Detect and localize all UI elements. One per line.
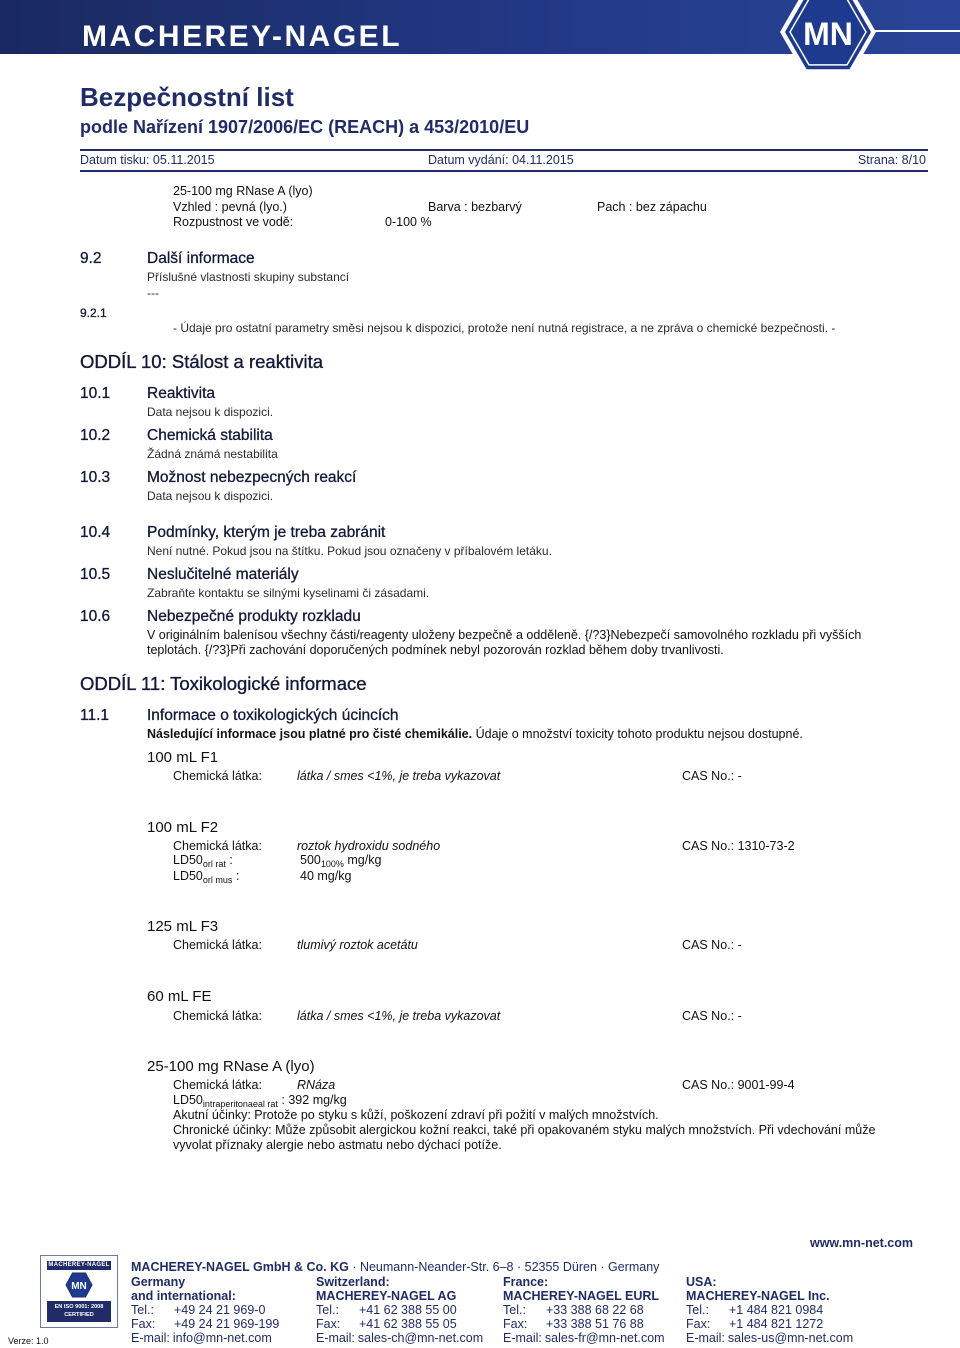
fax-label: Fax: <box>131 1317 156 1331</box>
subsection-text: teplotách. {/?3}Při zachování doporučených podmínek nebyl pozorován rozklad během doby trvanlivosti. <box>147 643 724 657</box>
tel-label: Tel.: <box>503 1303 526 1317</box>
subsection-title: Nebezpečné produkty rozkladu <box>147 608 361 625</box>
subsection-title: Informace o toxikologických úcincích <box>147 707 399 724</box>
subsection-number: 10.5 <box>80 566 111 583</box>
ld50-value-sub: 100% <box>320 859 344 869</box>
print-date: Datum tisku: 05.11.2015 <box>80 153 215 167</box>
cas-number: CAS No.: - <box>682 1009 742 1023</box>
acute-effects: Akutní účinky: Protože po styku s kůží, poškození zdraví při požití v malých množstvích. <box>173 1108 659 1122</box>
office-country: France: <box>503 1275 549 1289</box>
substance-label: Chemická látka: <box>173 1078 262 1092</box>
property-solubility-value: 0-100 % <box>385 215 432 229</box>
header-rule-top <box>80 149 928 151</box>
section-heading: ODDÍL 10: Stálost a reaktivita <box>80 351 324 372</box>
mn-logo <box>770 0 960 82</box>
logo-text: MN <box>803 16 853 52</box>
document-title: Bezpečnostní list <box>80 82 294 112</box>
office-email <box>131 1331 279 1345</box>
office-fax <box>503 1317 665 1331</box>
office-tel <box>316 1303 483 1317</box>
subsection-text: Žádná známá nestabilita <box>147 447 278 461</box>
substance-label: Chemická látka: <box>173 1009 262 1023</box>
component-name: 60 mL FE <box>147 988 212 1005</box>
chronic-effects-cont: vyvolat příznaky alergie nebo astmatu nebo dýchací potíže. <box>173 1138 502 1152</box>
substance-name: tlumivý roztok acetátu <box>297 938 418 952</box>
fax-label: Fax: <box>503 1317 528 1331</box>
email-label: E-mail: <box>503 1331 542 1345</box>
fax-label: Fax: <box>316 1317 341 1331</box>
substance-label: Chemická látka: <box>173 839 262 853</box>
office-company: MACHEREY-NAGEL EURL <box>503 1289 660 1303</box>
office-tel <box>131 1303 279 1317</box>
ld50-value: 392 mg/kg <box>288 1093 347 1107</box>
subsection-number: 10.4 <box>80 524 111 541</box>
tel-label: Tel.: <box>131 1303 154 1317</box>
office-usa <box>686 1275 853 1345</box>
badge-certification <box>47 1301 111 1322</box>
component-name: 125 mL F3 <box>147 918 219 935</box>
ld50-route: intraperitonaeal rat <box>202 1099 278 1109</box>
substance-label: Chemická látka: <box>173 938 262 952</box>
tox-intro <box>147 727 803 742</box>
chronic-effects: Chronické účinky: Může způsobit alergickou kožní reakci, také při opakovaném styku malých množstvích. Při vdechování může <box>173 1123 876 1137</box>
email-link[interactable]: sales-fr@mn-net.com <box>544 1331 665 1345</box>
office-fax <box>131 1317 279 1331</box>
ld50-value-number: 500 <box>300 853 321 867</box>
subsection-text: Data nejsou k dispozici. <box>147 405 274 419</box>
subsection-title: Možnost nebezpecných reakcí <box>147 469 357 486</box>
fax-value: +33 388 51 76 88 <box>546 1317 644 1331</box>
subsection-number: 10.1 <box>80 385 111 402</box>
tel-value: +49 24 21 969-0 <box>174 1303 266 1317</box>
company-name: MACHEREY-NAGEL GmbH & Co. KG <box>131 1260 349 1274</box>
tox-intro-rest: Údaje o množství toxicity tohoto produktu nejsou dostupné. <box>472 727 803 741</box>
subsection-title: Podmínky, kterým je treba zabránit <box>147 524 386 541</box>
ld50-separator: : <box>277 1093 289 1107</box>
issue-date: Datum vydání: 04.11.2015 <box>428 153 574 167</box>
subsection-number: 10.2 <box>80 427 111 444</box>
office-country: Germany <box>131 1275 186 1289</box>
subsection-text: Příslušné vlastnosti skupiny substancí <box>147 270 350 284</box>
component-name: 25-100 mg RNase A (lyo) <box>147 1058 315 1075</box>
cas-number: CAS No.: 9001-99-4 <box>682 1078 795 1092</box>
component-name: 100 mL F1 <box>147 749 219 766</box>
office-germany <box>131 1275 279 1345</box>
fax-value: +1 484 821 1272 <box>729 1317 824 1331</box>
ld50-text: LD50 <box>173 1093 203 1107</box>
subsection-value: --- <box>147 286 159 300</box>
tel-label: Tel.: <box>316 1303 339 1317</box>
subsection-text: V originálním balenísou všechny části/reagenty uloženy bezpečně a odděleně. {/?3}Nebezpečí samovolného rozkladu při vyšších <box>147 628 862 642</box>
substance-label: Chemická látka: <box>173 769 262 783</box>
office-country: Switzerland: <box>316 1275 390 1289</box>
badge-cert-line2: CERTIFIED <box>64 1312 94 1318</box>
subsection-title: Další informace <box>147 250 255 267</box>
tel-value: +33 388 68 22 68 <box>546 1303 644 1317</box>
office-company: MACHEREY-NAGEL AG <box>316 1289 457 1303</box>
cas-number: CAS No.: 1310-73-2 <box>682 839 795 853</box>
office-france <box>503 1275 665 1345</box>
property-product: 25-100 mg RNase A (lyo) <box>173 184 313 198</box>
email-link[interactable]: sales-us@mn-net.com <box>727 1331 854 1345</box>
tel-value: +1 484 821 0984 <box>729 1303 824 1317</box>
ld50-separator: : <box>225 853 233 867</box>
ld50-unit: mg/kg <box>343 853 382 867</box>
document-version: Verze: 1.0 <box>8 1336 49 1346</box>
office-company: and international: <box>131 1289 236 1303</box>
tel-label: Tel.: <box>686 1303 709 1317</box>
office-country: USA: <box>686 1275 717 1289</box>
substance-name: látka / smes <1%, je treba vykazovat <box>297 1009 501 1023</box>
cas-number: CAS No.: - <box>682 769 742 783</box>
company-address: · Neumann-Neander-Str. 6–8 · 52355 Düren · Germany <box>348 1260 660 1274</box>
office-tel <box>686 1303 853 1317</box>
subsection-number: 9.2.1 <box>80 306 107 320</box>
office-tel <box>503 1303 665 1317</box>
subsection-text: Není nutné. Pokud jsou na štítku. Pokud jsou označeny v příbalovém letáku. <box>147 544 552 558</box>
ld50-route: orl rat <box>202 859 226 869</box>
subsection-text: Zabraňte kontaktu se silnými kyselinami či zásadami. <box>147 586 430 600</box>
tox-intro-bold: Následující informace jsou platné pro čisté chemikálie. <box>147 727 473 741</box>
subsection-text: - Údaje pro ostatní parametry směsi nejsou k dispozici, protože není nutná registrace, a ne zpráva o chemické bezpečnosti. - <box>173 321 836 335</box>
website-link[interactable]: www.mn-net.com <box>809 1236 913 1250</box>
subsection-title: Chemická stabilita <box>147 427 273 444</box>
company-address-line <box>131 1260 659 1274</box>
badge-brand: MACHEREY-NAGEL <box>48 1262 110 1268</box>
subsection-title: Reaktivita <box>147 385 216 402</box>
fax-value: +41 62 388 55 05 <box>359 1317 457 1331</box>
property-solubility-label: Rozpustnost ve vodě: <box>173 215 294 229</box>
office-email <box>686 1331 853 1345</box>
office-fax <box>686 1317 853 1331</box>
office-company: MACHEREY-NAGEL Inc. <box>686 1289 830 1303</box>
header-rule-bottom <box>80 170 928 172</box>
ld50-label <box>173 853 233 868</box>
brand-wordmark: MACHEREY-NAGEL <box>82 20 403 53</box>
document-subtitle: podle Nařízení 1907/2006/EC (REACH) a 453/2010/EU <box>80 117 530 137</box>
subsection-number: 10.3 <box>80 469 111 486</box>
email-label: E-mail: <box>686 1331 725 1345</box>
page-number: Strana: 8/10 <box>857 153 926 167</box>
ld50-value <box>300 853 381 868</box>
badge-mn-logo <box>65 1272 93 1298</box>
ld50-text: LD50 <box>173 853 203 867</box>
subsection-number: 11.1 <box>80 707 110 724</box>
badge-cert-line1: EN ISO 9001: 2008 <box>54 1304 104 1310</box>
email-label: E-mail: <box>131 1331 170 1345</box>
property-odor: Pach : bez zápachu <box>597 200 707 214</box>
office-fax <box>316 1317 483 1331</box>
subsection-number: 9.2 <box>80 250 102 267</box>
office-email <box>503 1331 665 1345</box>
substance-name: RNáza <box>297 1078 336 1092</box>
ld50-row <box>173 1093 347 1108</box>
subsection-number: 10.6 <box>80 608 111 625</box>
tel-value: +41 62 388 55 00 <box>359 1303 457 1317</box>
fax-label: Fax: <box>686 1317 711 1331</box>
office-switzerland <box>316 1275 483 1345</box>
component-name: 100 mL F2 <box>147 819 219 836</box>
cas-number: CAS No.: - <box>682 938 742 952</box>
subsection-title: Neslučitelné materiály <box>147 566 299 583</box>
ld50-value: 40 mg/kg <box>300 869 352 883</box>
property-appearance: Vzhled : pevná (lyo.) <box>173 200 287 214</box>
email-link[interactable]: sales-ch@mn-net.com <box>357 1331 484 1345</box>
substance-name: roztok hydroxidu sodného <box>297 839 441 853</box>
property-color: Barva : bezbarvý <box>428 200 522 214</box>
substance-name: látka / smes <1%, je treba vykazovat <box>297 769 501 783</box>
ld50-label <box>173 869 239 884</box>
ld50-text: LD50 <box>173 869 203 883</box>
ld50-separator: : <box>232 869 240 883</box>
email-label: E-mail: <box>316 1331 355 1345</box>
ld50-route: orl mus <box>202 875 233 885</box>
email-link[interactable]: info@mn-net.com <box>172 1331 272 1345</box>
subsection-text: Data nejsou k dispozici. <box>147 489 274 503</box>
fax-value: +49 24 21 969-199 <box>174 1317 280 1331</box>
badge-logo-text: MN <box>71 1281 87 1292</box>
iso-certificate-badge <box>40 1255 118 1328</box>
section-heading: ODDÍL 11: Toxikologické informace <box>80 673 367 694</box>
office-email <box>316 1331 483 1345</box>
